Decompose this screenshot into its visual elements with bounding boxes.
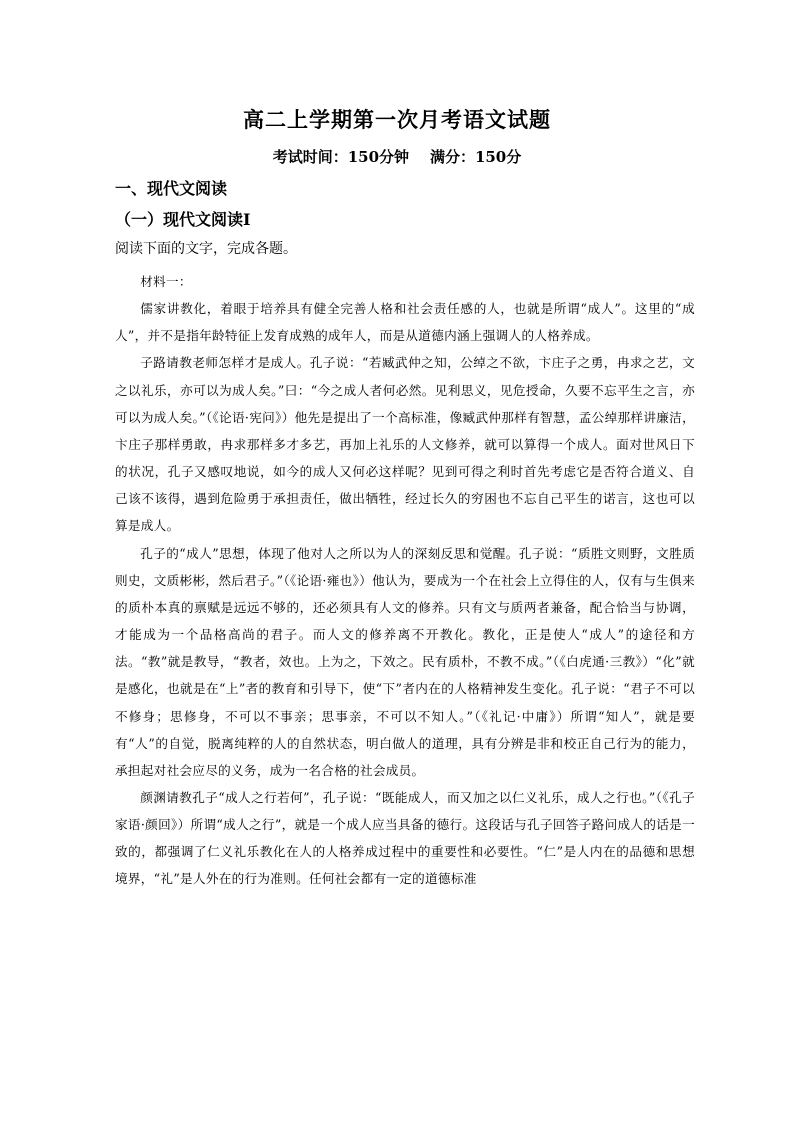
passage-paragraph: 孔子的“成人”思想，体现了他对人之所以为人的深刻反思和觉醒。孔子说：“质胜文则野，文胜质则史，文质彬彬，然后君子。”（《论语·雍也》）他认为，要成为一个在社会上立得住的人，仅有与生俱来的质朴本真的禀赋是远远不够的，还必须具有人文的修养。只有文与质两者兼备，配合恰当与协调，才能成为一个品格高尚的君子。而人文的修养离不开教化。教化，正是使人“成人”的途径和方法。“教”就是教导，“教者，效也。上为之，下效之。民有质朴，不教不成。”（《白虎通·三教》）“化”就是感化，也就是在“上”者的教育和引导下，使“下”者内在的人格精神发生变化。孔子说：“君子不可以不修身；思修身，不可以不事亲；思事亲，不可以不知人。”（《礼记·中庸》）所谓“知人”，就是要有“人”的自觉，脱离纯粹的人的自然状态，明白做人的道理，具有分辨是非和校正自己行为的能力，承担起对社会应尽的义务，成为一名合格的社会成员。 bbox=[115, 545, 695, 778]
passage-paragraph: 儒家讲教化，着眼于培养具有健全完善人格和社会责任感的人，也就是所谓“成人”。这里的“成人”，并不是指年龄特征上发育成熟的成年人，而是从道德内涵上强调人的人格养成。 bbox=[115, 301, 695, 344]
document-title: 高二上学期第一次月考语文试题 bbox=[243, 107, 551, 132]
exam-info bbox=[0, 146, 794, 167]
full-score: 满分：150分 bbox=[429, 148, 522, 166]
reading-passage bbox=[115, 268, 695, 893]
subsection-heading: （一）现代文阅读Ⅰ bbox=[115, 210, 251, 229]
passage-paragraph: 子路请教老师怎样才是成人。孔子说：“若臧武仲之知，公绰之不欲，卞庄子之勇，冉求之艺，文之以礼乐，亦可以为成人矣。”曰：“今之成人者何必然。见利思义，见危授命，久要不忘平生之言，亦可以为成人矣。”（《论语·宪问》）他先是提出了一个高标准，像臧武仲那样有智慧，孟公绰那样讲廉洁，卞庄子那样勇敢，冉求那样多才多艺，再加上礼乐的人文修养，就可以算得一个成人。面对世风日下的状况，孔子又感叹地说，如今的成人又何必这样呢？见到可得之利时首先考虑它是否符合道义、自己该不该得，遇到危险勇于承担责任，做出牺牲，经过长久的穷困也不忘自己平生的诺言，这也可以算是成人。 bbox=[115, 355, 695, 534]
material-label: 材料一： bbox=[140, 274, 192, 289]
reading-instruction: 阅读下面的文字，完成各题。 bbox=[115, 241, 297, 257]
passage-paragraph: 颜渊请教孔子“成人之行若何”，孔子说：“既能成人，而又加之以仁义礼乐，成人之行也。”（《孔子家语·颜回》）所谓“成人之行”，就是一个成人应当具备的德行。这段话与孔子回答子路问成人的话是一致的，都强调了仁义礼乐教化在人的人格养成过程中的重要性和必要性。“仁”是人内在的品德和思想境界，“礼”是人外在的行为准则。任何社会都有一定的道德标准 bbox=[115, 789, 695, 887]
exam-time: 考试时间：150分钟 bbox=[272, 148, 410, 166]
section-heading: 一、现代文阅读 bbox=[115, 179, 228, 198]
